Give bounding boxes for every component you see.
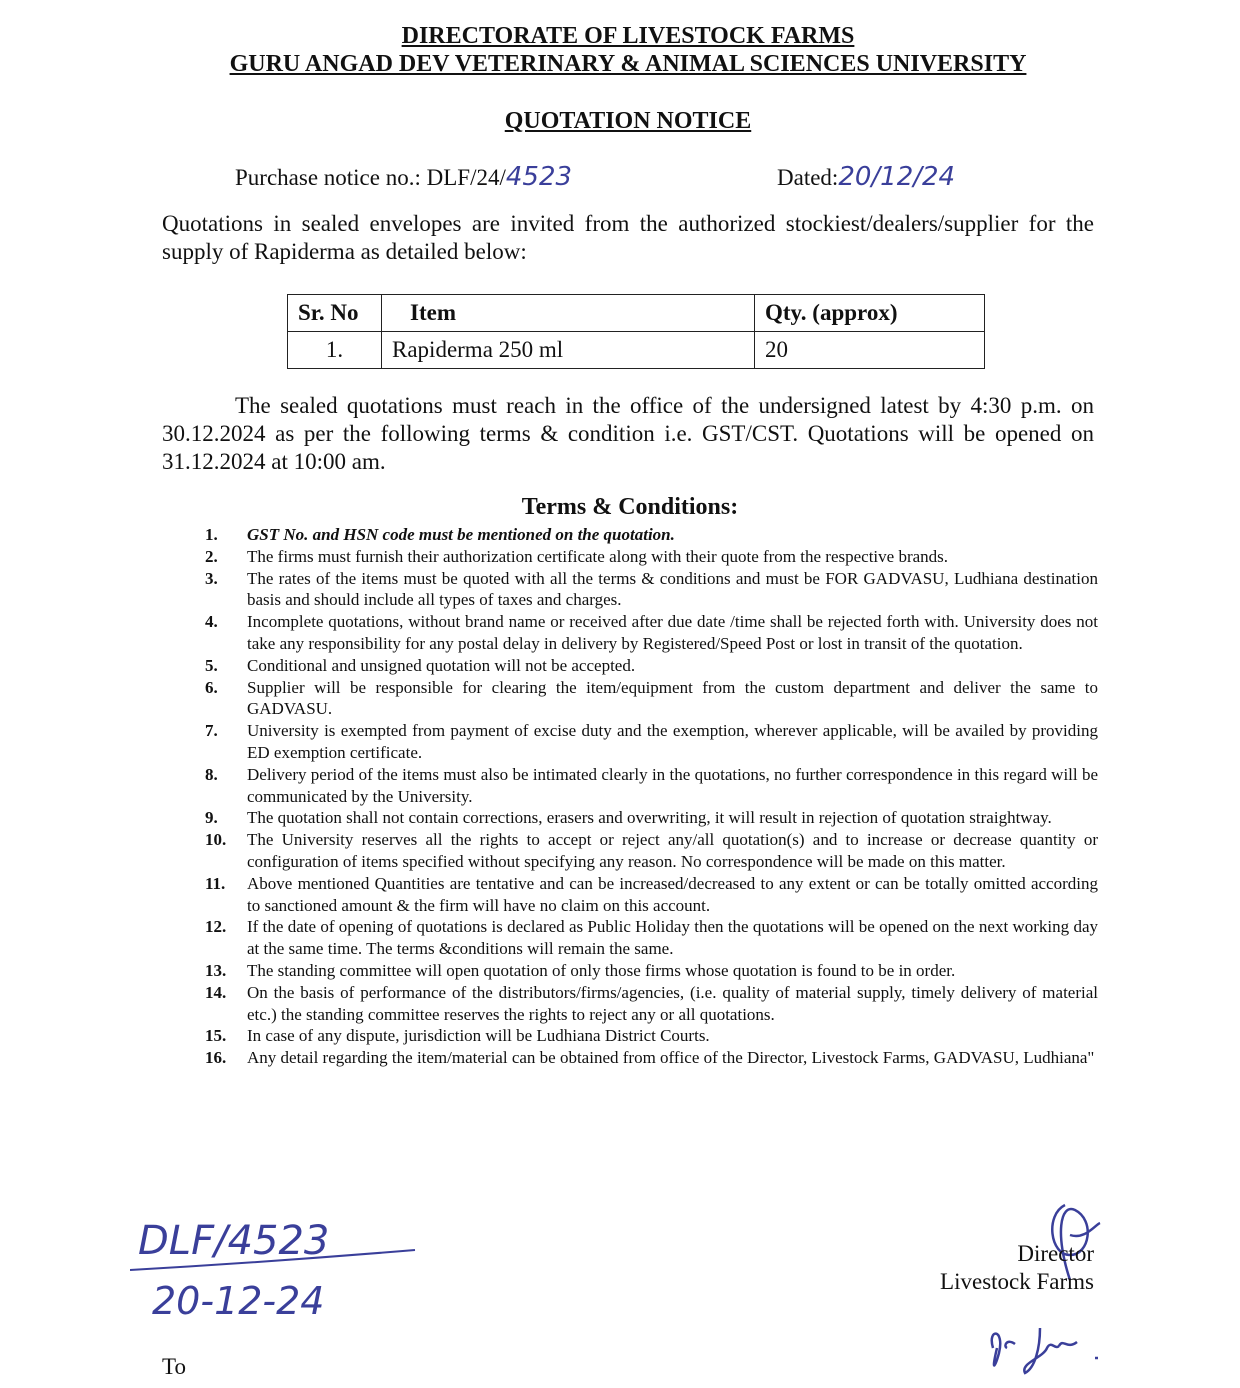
cell-qty: 20 (755, 332, 985, 369)
term-text: The rates of the items must be quoted with all the terms & conditions and must be FOR GADVASU, Ludhiana destination basis and should include all types of taxes and charges. (247, 568, 1098, 610)
term-item (205, 611, 1098, 655)
header-line-1: DIRECTORATE OF LIVESTOCK FARMS (401, 23, 855, 49)
cell-item: Rapiderma 250 ml (382, 332, 755, 369)
term-item (205, 720, 1098, 764)
term-number: 14. (205, 982, 227, 1002)
notice-title: QUOTATION NOTICE (504, 108, 752, 134)
term-text: Any detail regarding the item/material can be obtained from office of the Director, Livestock Farms, GADVASU, Ludhiana" (247, 1048, 1095, 1068)
term-item (205, 873, 1098, 917)
term-text: On the basis of performance of the distributors/firms/agencies, (i.e. quality of material supply, timely delivery of material etc.) the standing committee reserves the rights to reject any or all quotations. (247, 982, 1098, 1024)
term-number: 9. (205, 808, 218, 828)
term-text: Above mentioned Quantities are tentative and can be increased/decreased to any extent or can be totally omitted according to sanctioned amount & the firm will have no claim on this account. (247, 873, 1098, 915)
col-header-item: Item (382, 295, 755, 332)
term-number: 16. (205, 1048, 227, 1068)
to-label: To (162, 1354, 186, 1379)
term-item (205, 568, 1098, 612)
handwritten-notice-number: 4523 (505, 162, 573, 192)
term-number: 1. (205, 525, 218, 544)
term-text: The standing committee will open quotation of only those firms whose quotation is found to be in order. (247, 960, 956, 980)
handwritten-stamp (130, 1210, 430, 1320)
submission-text: The sealed quotations must reach in the office of the undersigned latest by 4:30 p.m. on 30.12.2024 as per the following terms & condition i.e. GST/CST. Quotations will be opened on 31.12.2024 at 10:00 am. (162, 393, 1094, 474)
signatory-title: Director (1017, 1241, 1094, 1266)
term-text: The firms must furnish their authorization certificate along with their quote from the respective brands. (247, 546, 949, 566)
signatory-block (930, 1240, 1094, 1296)
term-number: 3. (205, 568, 218, 588)
term-text: GST No. and HSN code must be mentioned on the quotation. (247, 525, 675, 544)
term-item (205, 1025, 1098, 1047)
term-number: 8. (205, 764, 218, 784)
term-item (205, 807, 1098, 829)
signatory-office: Livestock Farms (940, 1269, 1094, 1294)
term-number: 13. (205, 960, 227, 980)
term-text: Incomplete quotations, without brand name or received after due date /time shall be rejected forth with. University does not take any responsibility for any postal delay in delivery by Registered/Speed Post or lost in transit of the quotation. (247, 612, 1098, 653)
purchase-notice (235, 162, 572, 192)
term-number: 15. (205, 1026, 227, 1046)
term-item (205, 1047, 1098, 1069)
term-number: 12. (205, 917, 227, 937)
term-text: The University reserves all the rights to accept or reject any/all quotation(s) and to increase or decrease quantity or configuration of items specified without specifying any reason. No correspondence will be made on this matter. (247, 830, 1098, 871)
term-item (205, 677, 1098, 721)
term-item (205, 764, 1098, 808)
terms-title: Terms & Conditions: (521, 494, 739, 520)
term-item (205, 546, 1098, 568)
col-header-sr-no: Sr. No (288, 295, 382, 332)
term-text: If the date of opening of quotations is declared as Public Holiday then the quotations will be opened on the next working day at the same time. The terms &conditions will remain the same. (247, 917, 1098, 959)
table-header-row (288, 295, 985, 332)
dated-label: Dated: (777, 165, 839, 190)
term-text: In case of any dispute, jurisdiction will be Ludhiana District Courts. (247, 1026, 710, 1046)
stamp-line-2: 20-12-24 (152, 1279, 325, 1320)
col-header-qty: Qty. (approx) (755, 295, 985, 332)
term-number: 6. (205, 677, 218, 697)
term-text: The quotation shall not contain corrections, erasers and overwriting, it will result in rejection of quotation straightway. (247, 808, 1052, 828)
term-item (205, 829, 1098, 873)
term-text: Conditional and unsigned quotation will not be accepted. (247, 655, 636, 675)
term-text: University is exempted from payment of excise duty and the exemption, wherever applicable, will be availed by providing ED exemption certificate. (247, 721, 1098, 762)
term-number: 10. (205, 830, 227, 850)
term-text: Delivery period of the items must also be intimated clearly in the quotations, no further correspondence in this regard will be communicated by the University. (247, 764, 1098, 806)
handwritten-date: 20/12/24 (838, 162, 956, 192)
cell-sr-no: 1. (288, 332, 382, 369)
term-number: 2. (205, 546, 218, 566)
term-number: 5. (205, 655, 218, 675)
term-item (205, 655, 1098, 677)
items-table (287, 294, 985, 369)
submission-paragraph (162, 392, 1094, 476)
header-line-2: GURU ANGAD DEV VETERINARY & ANIMAL SCIENCES UNIVERSITY (229, 51, 1027, 77)
term-item (205, 982, 1098, 1026)
term-number: 4. (205, 612, 218, 632)
dated (777, 162, 955, 192)
table-row (288, 332, 985, 369)
intro-paragraph: Quotations in sealed envelopes are invited from the authorized stockiest/dealers/supplier for the supply of Rapiderma as detailed below: (162, 211, 1094, 264)
term-text: Supplier will be responsible for clearing the item/equipment from the custom department and deliver the same to GADVASU. (247, 677, 1098, 719)
term-number: 7. (205, 721, 218, 741)
terms-list (205, 524, 1098, 1069)
initials-signature (985, 1318, 1115, 1378)
term-item (205, 524, 1098, 546)
stamp-line-1: DLF/4523 (138, 1218, 330, 1264)
purchase-notice-label: Purchase notice no.: DLF/24/ (235, 165, 506, 190)
term-item (205, 916, 1098, 960)
term-number: 11. (205, 873, 226, 893)
term-item (205, 960, 1098, 982)
